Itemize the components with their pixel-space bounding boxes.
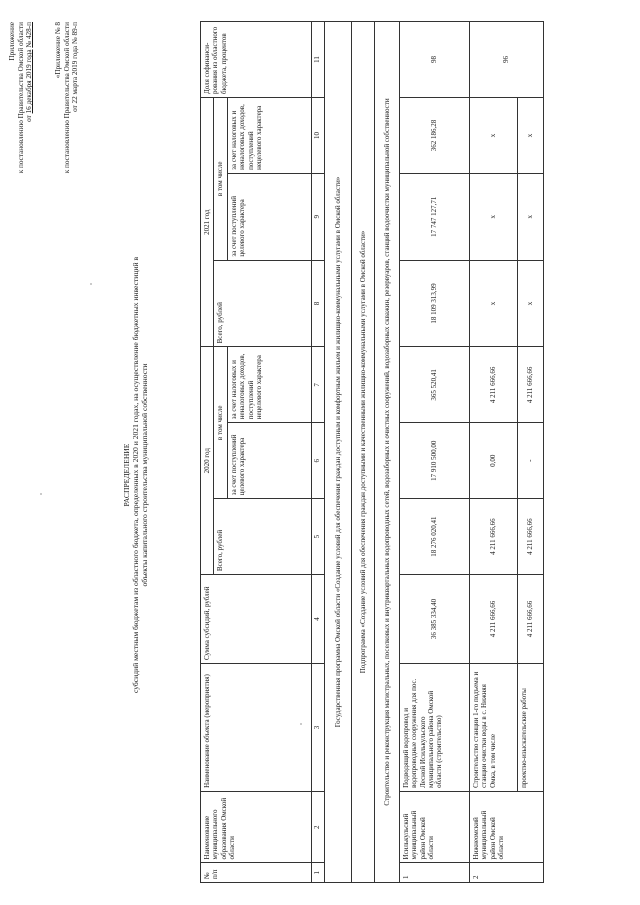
col-num-3: 3: [311, 663, 324, 791]
program-row: [324, 22, 351, 883]
previous-appendix-header: [54, 22, 80, 173]
title-line-2: субсидий местным бюджетам из областного бюджета, определенных в 2020 и 2021 годах, на осуществление бюджетных инвестиций в: [131, 256, 141, 694]
appendix-header: [8, 22, 34, 173]
row-2021-targeted: 17 747 127,71: [399, 173, 469, 260]
col-num-11: 11: [311, 22, 324, 98]
row-no: 1: [399, 863, 469, 883]
table-row: [517, 22, 543, 883]
row-2020-tax: 4 211 666,66: [469, 347, 517, 423]
row-2021-total: х: [469, 260, 517, 347]
header-2020-including: в том числе: [214, 347, 227, 499]
appendix-number: № 428-п: [25, 22, 34, 48]
appendix-line-3: [25, 22, 34, 173]
appendix-line-2: к постановлению Правительства Омской области: [16, 22, 25, 174]
row-no: 2: [469, 863, 543, 883]
subprogram-title: Подпрограмма «Создание условий для обеспечения граждан доступными и качественными жилищно-коммунальными услугами в Омской области»: [351, 22, 374, 883]
col-num-8: 8: [311, 260, 324, 347]
col-num-10: 10: [311, 98, 324, 174]
row-2020-targeted: -: [517, 423, 543, 499]
col-num-9: 9: [311, 173, 324, 260]
header-2021-tax: за счет налоговых и неналоговых доходов, поступлений нецелевого характера: [227, 98, 311, 174]
col-num-4: 4: [311, 575, 324, 664]
row-2020-total: 4 211 666,66: [469, 499, 517, 575]
scan-speck: [90, 283, 92, 285]
document-title: [122, 125, 149, 825]
header-2021-targeted: за счет поступлений целевого характера: [227, 173, 311, 260]
row-object: проектно-изыскательские работы: [517, 663, 543, 791]
appendix-date: 16 декабря 2019 года: [25, 49, 34, 114]
row-2021-total: х: [517, 260, 543, 347]
header-year-2021: 2021 год: [201, 98, 214, 347]
program-title: Государственная программа Омской области «Создание условий для обеспечения граждан доступным и комфортным жильем и жилищно-коммунальными услугами в Омской области»: [324, 22, 351, 883]
row-sum: 4 211 666,66: [469, 575, 517, 664]
subsidy-distribution-table: [200, 21, 544, 883]
col-num-7: 7: [311, 347, 324, 423]
appendix-date-prefix: от: [25, 115, 34, 122]
header-cofinancing-share: Доля софинанси-рования из областного бюджета, процентов: [201, 22, 312, 98]
activity-row: [374, 22, 399, 883]
row-municipality: Исилькульский муниципальный район Омской области: [399, 791, 469, 863]
col-num-6: 6: [311, 423, 324, 499]
header-year-2020: 2020 год: [201, 347, 214, 575]
row-2021-targeted: х: [517, 173, 543, 260]
activity-title: Строительство и реконструкция магистральных, поселковых и внутриквартальных водопроводных сетей, водозаборных и очистных сооружений, водозаборных скважин, резервуаров, станций водоочистки муниципальной собственности: [374, 22, 399, 883]
row-object: Подводящий водопровод и водопроводные сооружения для пос. Лесной Исилькульского муниципального района Омской области (строительство): [399, 663, 469, 791]
col-num-2: 2: [311, 791, 324, 863]
table-row: [399, 22, 469, 883]
header-row-1: [201, 22, 214, 883]
header-object: Наименование объекта (мероприятия): [201, 663, 312, 791]
row-2020-targeted: 0,00: [469, 423, 517, 499]
header-2021-including: в том числе: [214, 98, 227, 261]
header-2020-total: Всего, рублей: [214, 499, 311, 575]
header-sum: Сумма субсидий, рублей: [201, 575, 312, 664]
row-share: 98: [399, 22, 469, 98]
header-2020-targeted: за счет поступлений целевого характера: [227, 423, 311, 499]
title-line-1: РАСПРЕДЕЛЕНИЕ: [122, 443, 131, 507]
row-2020-total: 18 276 020,41: [399, 499, 469, 575]
col-num-5: 5: [311, 499, 324, 575]
header-2021-total: Всего, рублей: [214, 260, 311, 347]
column-numbers-row: [311, 22, 324, 883]
col-num-1: 1: [311, 863, 324, 883]
subprogram-row: [351, 22, 374, 883]
row-object: Строительство станции 1-го подъема и станции очистки воды в с. Нижняя Омка, в том числе: [469, 663, 517, 791]
prev-appendix-line-1: «Приложение № 8: [54, 22, 62, 79]
title-line-3: объекты капитального строительства муниципальной собственности: [140, 363, 150, 587]
row-2021-tax: 362 186,28: [399, 98, 469, 174]
appendix-line-1: Приложение: [8, 22, 16, 61]
row-2020-targeted: 17 910 500,00: [399, 423, 469, 499]
row-sum: 4 211 666,66: [517, 575, 543, 664]
table-row: [469, 22, 517, 883]
header-2020-tax: за счет налоговых и неналоговых доходов, поступлений нецелевого характера: [227, 347, 311, 423]
header-no: № п/п: [201, 863, 312, 883]
header-municipality: Наименование муниципального образования Омской области: [201, 791, 312, 863]
scan-speck: [300, 723, 302, 725]
row-share: 96: [469, 22, 543, 98]
row-sum: 36 385 334,40: [399, 575, 469, 664]
row-2021-targeted: х: [469, 173, 517, 260]
row-2021-tax: х: [469, 98, 517, 174]
row-2020-total: 4 211 666,66: [517, 499, 543, 575]
row-2020-tax: 365 520,41: [399, 347, 469, 423]
row-2021-tax: х: [517, 98, 543, 174]
row-municipality: Нижнеомский муниципальный район Омской области: [469, 791, 543, 863]
row-2021-total: 18 109 313,99: [399, 260, 469, 347]
prev-appendix-line-2: к постановлению Правительства Омской области: [62, 22, 71, 174]
row-2020-tax: 4 211 666,66: [517, 347, 543, 423]
prev-appendix-line-3: от 22 марта 2019 года № 89-п: [71, 22, 80, 112]
scan-speck: [40, 493, 42, 495]
